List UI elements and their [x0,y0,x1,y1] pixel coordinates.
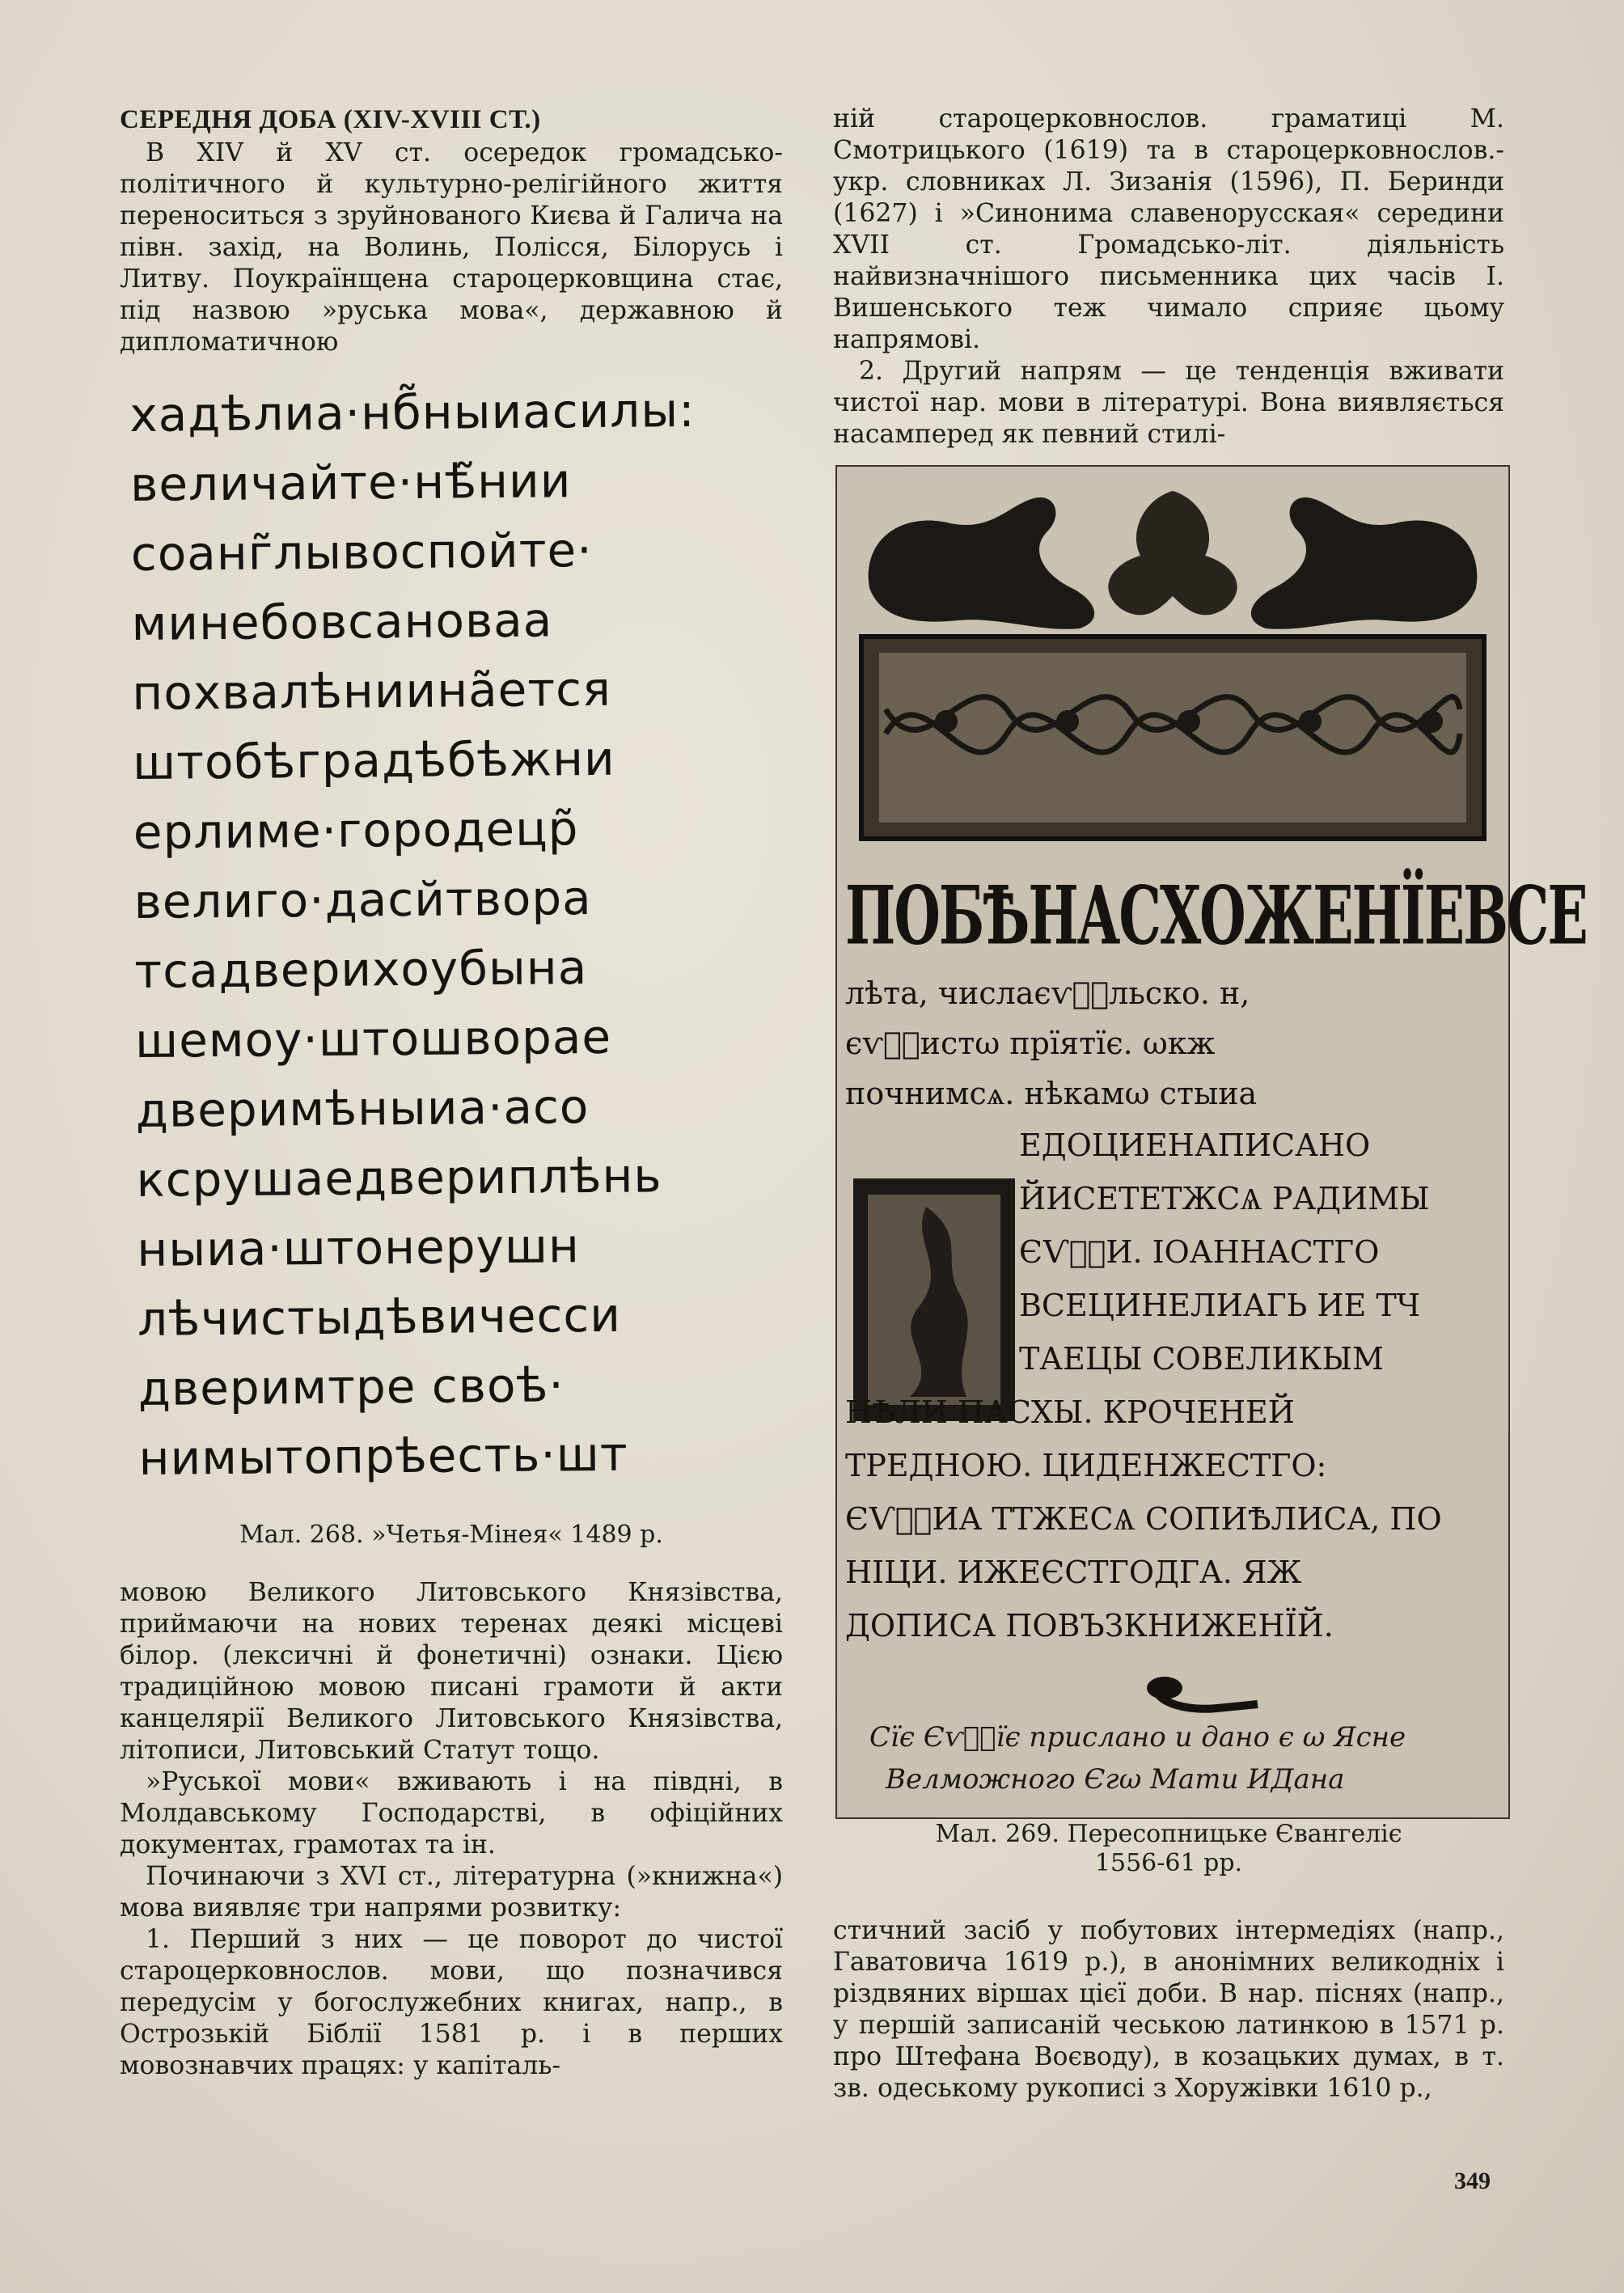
page-number: 349 [1454,2168,1491,2194]
manuscript-line: похвалѣниина̃ется [132,661,612,721]
manuscript-line: ныиа·штонерушн [137,1218,581,1277]
manuscript-title-line: ПОБѢНАСХОЖЕНЇЕВСЕ [845,868,1587,963]
manuscript-line: велиго·дасйтвора [133,870,592,929]
paragraph: мовою Великого Литовського Князівства, приймаючи на нових теренах деякі місцеві білор. (лексичні й фонетичні) ознаки. Цією традиційною мовою писані грамоти й акти канцелярії Великого Литовського Князівства, літописи, Литовський Статут тощо. [120,1578,783,1765]
paragraph: »Руської мови« вживають і на півдні, в Молдавському Господарстві, в офіційних документах, грамотах та ін. [120,1767,783,1859]
manuscript-line: минебовсановаа [131,592,553,651]
caption-line: 1556-61 рр. [1094,1849,1243,1877]
manuscript-line: НІЦИ. ИЖЕЄСТГОДГА. ЯЖ [845,1555,1302,1590]
manuscript-line: дверимѣныиа·асо [135,1079,590,1138]
paragraph: стичний засіб у побутових інтермедіях (напр., Гаватовича 1619 р.), в анонімних великодніх і різдвяних віршах цієї доби. В нар. піснях (напр., у першій записаній чеською латинкою в 1571 р. про Штефана Воєводу), в козацьких думах, в т. зв. одеському рукописі з Хоружівки 1610 р., [833,1916,1504,2103]
manuscript-line: єѵⷧ҇истω прїятїє. ωкж [845,1026,1216,1061]
manuscript-line: ВСЕЦИНЕЛИАГЬ ИЕ ТЧ [1019,1288,1421,1323]
left-column-bottom [120,1577,783,2082]
manuscript-line: тсадверихоубына [134,940,588,999]
manuscript-line: лѣта, числаєѵⷢ҇льско. н, [845,975,1250,1011]
manuscript-line: штобѣградѣбѣжни [132,730,615,790]
manuscript-line: дверимтре своѣ· [137,1357,565,1416]
manuscript-line: НѢЛИ ПАСХЫ. КРОЧЕНЕЙ [845,1394,1295,1430]
left-column-top [120,104,783,358]
manuscript-line: нимытопрѣесть·шт [138,1426,628,1486]
figure-268-manuscript [129,380,776,1512]
manuscript-line: ерлиме·городецр̃ [133,801,579,860]
caption-line: Мал. 269. Пересопницьке Євангеліє [935,1820,1402,1848]
gospel-handwritten-note [869,1716,1484,1800]
manuscript-line: ЄѴⷧ҇ИА ТТЖЕСѦ СОПИѢЛИСА, ПО [845,1501,1442,1537]
manuscript-line: ТРЕДНОЮ. ЦИДЕНЖЕСТГО: [845,1448,1327,1483]
note-line: Сїє Єѵⷧ҇їє прислано и дано є ω Ясне [869,1721,1406,1754]
manuscript-line: ТАЕЦЫ СОВЕЛИКЫМ [1019,1341,1384,1377]
figure-269-caption [833,1820,1504,1878]
manuscript-line: лѣчистыдѣвичесси [137,1287,622,1347]
manuscript-line: ЙИСЕТЕТЖСѦ РАДИМЫ [1019,1181,1430,1216]
manuscript-line: шемоу·штошворае [134,1009,612,1068]
beast-right-icon [1251,497,1477,629]
note-line: Велможного Єгω Мати ИДана [886,1763,1345,1796]
right-column-top [833,104,1504,451]
manuscript-line: ЕДОЦИЕНАПИСАНО [1019,1127,1371,1163]
manuscript-line: ДОПИСА ПОВЪЗКНИЖЕНЇЙ. [845,1608,1334,1644]
manuscript-line: ЄѴⷧ҇И. ІОАННАСТГО [1019,1234,1380,1270]
manuscript-line: величайте·нѣ̃нии [129,453,572,512]
manuscript-268-text [129,374,786,1493]
manuscript-line: соанг̃лывоспойте· [130,522,593,582]
paragraph: ній староцерковнослов. граматиці М. Смотрицького (1619) та в староцерковнослов.-укр. словниках Л. Зизанія (1596), П. Беринди (1627) і »Синонима славенорусская« середини XVII ст. Громадсько-літ. діяльність найвизначнішого письменника цих часів І. Вишенського теж чимало сприяє цьому напрямові. [833,104,1504,354]
paragraph: Починаючи з XVI ст., літературна (»книжна«) мова виявляє три напрями розвитку: [120,1862,783,1923]
figure-268-caption: Мал. 268. »Четья-Мінея« 1489 р. [239,1521,663,1549]
paragraph: 2. Другий напрям — це тенденція вживати чистої нар. мови в літературі. Вона виявляється насамперед як певний стилі- [833,357,1504,449]
center-ornament-icon [1108,491,1237,615]
right-column-bottom [833,1915,1504,2105]
manuscript-269-text [845,863,1587,1652]
section-heading: СЕРЕДНЯ ДОБА (XIV-XVIII СТ.) [120,105,541,134]
manuscript-line: ксрушаедвериплѣнь [136,1148,662,1208]
manuscript-line: хадѣлиа·нб̃ныиасилы: [129,382,696,442]
paragraph: 1. Перший з них — це поворот до чистої староцерковнослов. мови, що позначився передусім у богослужебних книгах, напр., в Острозькій Біблії 1581 р. і в перших мовознавчих працях: у капіталь- [120,1925,783,2080]
beast-left-icon [869,497,1094,629]
manuscript-line: почнимсѧ. нѣкамω стыиа [845,1076,1258,1111]
figure-269-gospel-page [835,465,1587,1819]
paragraph: В XIV й XV ст. осередок громадсько-політичного й культурно-релігійного життя переноситься з зруйнованого Києва й Галича на півн. захід, на Волинь, Полісся, Білорусь і Литву. Поукраїнщена староцерковщина стає, під назвою »руська мова«, державною й дипломатичною [120,138,783,357]
left-top-text [120,137,783,358]
